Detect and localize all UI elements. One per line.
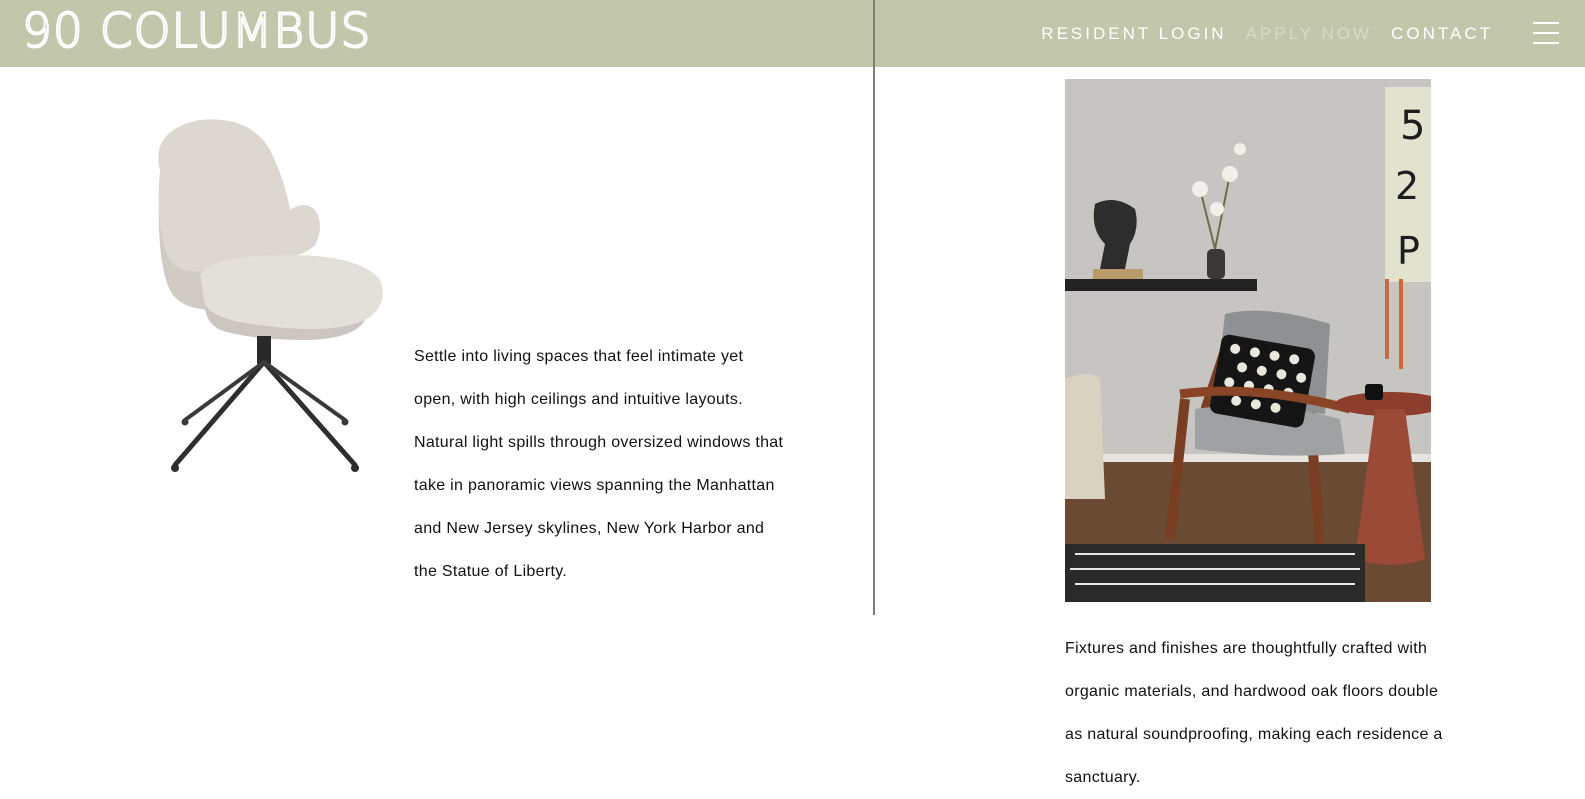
menu-bar xyxy=(1533,22,1559,24)
fixtures-finishes-paragraph: Fixtures and finishes are thoughtfully crafted with organic materials, and hardwood oak floors double as natural soundproofing, making each residence a sanctuary. xyxy=(1065,640,1443,786)
hamburger-menu-icon[interactable] xyxy=(1533,22,1559,44)
interior-photo xyxy=(1065,79,1431,602)
menu-bar xyxy=(1533,32,1559,34)
svg-text:5: 5 xyxy=(1400,103,1426,149)
svg-text:P: P xyxy=(1397,229,1420,273)
resident-login-link[interactable]: RESIDENT LOGIN xyxy=(1041,23,1227,43)
svg-text:2: 2 xyxy=(1395,164,1420,208)
site-logo[interactable]: 90 COLUMBUS xyxy=(22,4,372,59)
chair-image xyxy=(140,110,400,485)
contact-link[interactable]: CONTACT xyxy=(1391,23,1493,43)
site-header xyxy=(0,0,1585,67)
main-nav xyxy=(1041,0,1493,67)
apply-now-link[interactable]: APPLY NOW xyxy=(1245,23,1373,43)
living-spaces-paragraph: Settle into living spaces that feel intimate yet open, with high ceilings and intuitive layouts. Natural light spills through oversized windows that take in panoramic views spanning the Manhattan and New Jersey skylines, New York Harbor and the Statue of Liberty. xyxy=(414,348,784,580)
vertical-divider xyxy=(873,0,875,615)
menu-bar xyxy=(1533,42,1559,44)
